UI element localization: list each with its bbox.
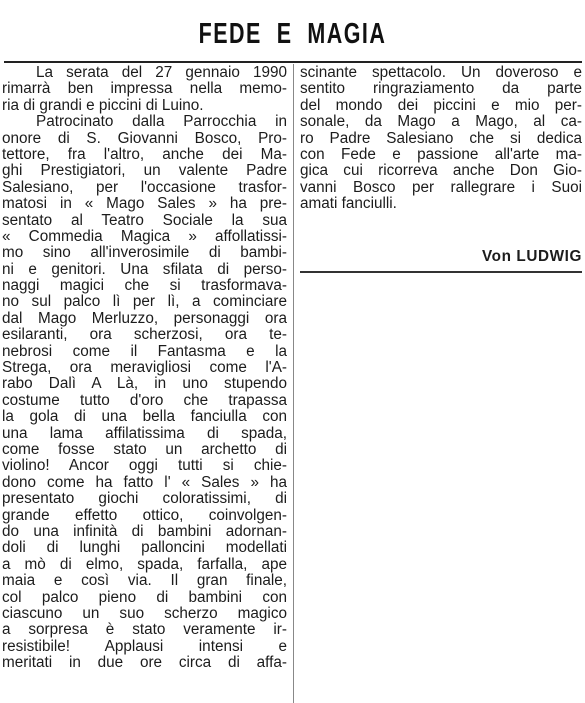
text-line: la gola di una bella fanciulla con xyxy=(2,409,287,426)
text-line: tettore, fra l'altro, anche dei Ma- xyxy=(2,146,287,163)
headline-rule xyxy=(4,61,582,63)
text-line: una lama affilatissima di spada, xyxy=(2,425,287,442)
text-line: sentito ringraziamento da parte xyxy=(300,81,582,98)
text-line: resistibile! Applausi intensi e xyxy=(2,638,287,655)
text-line: ria di grandi e piccini di Luino. xyxy=(2,97,204,114)
text-line: matosi in « Mago Sales » ha pre- xyxy=(2,196,287,213)
text-line: mo sino all'inverosimile di bambi- xyxy=(2,245,287,262)
text-line: La serata del 27 gennaio 1990 xyxy=(36,65,287,81)
text-line: ciascuno un suo scherzo magico xyxy=(2,605,287,622)
text-line: violino! Ancor oggi tutti si chie- xyxy=(2,458,287,475)
article-column-left xyxy=(2,65,291,703)
text-line: maia e così via. Il gran finale, xyxy=(2,573,287,590)
text-line: del mondo dei piccini e mio per- xyxy=(300,97,582,114)
text-line: come fosse stato un archetto di xyxy=(2,441,287,458)
text-line: a mò di elmo, spada, farfalla, ape xyxy=(2,556,287,573)
text-line: gica cui ricorreva anche Don Gio- xyxy=(300,163,582,180)
text-line: grande effetto ottico, coinvolgen- xyxy=(2,507,287,524)
column-divider xyxy=(293,64,294,703)
text-line: vanni Bosco per rallegrare i Suoi xyxy=(300,179,582,196)
text-line: Patrocinato dalla Parrocchia in xyxy=(36,114,287,131)
text-line: ro Padre Salesiano che si dedica xyxy=(300,130,582,147)
text-line: amati fanciulli. xyxy=(300,196,397,213)
text-line: Strega, ora meravigliosi come l'A- xyxy=(2,360,287,377)
text-line: do una infinità di bambini adornan- xyxy=(2,523,287,540)
text-line: presentato giochi coloratissimi, di xyxy=(2,491,287,508)
text-line: « Commedia Magica » affollatissi- xyxy=(2,228,287,245)
text-line: scinante spettacolo. Un doveroso e xyxy=(300,65,582,81)
text-line: rimarrà ben impressa nella memo- xyxy=(2,81,287,98)
text-line: ghi Prestigiatori, un valente Padre xyxy=(2,163,287,180)
article-signature: Von LUDWIG xyxy=(481,248,582,265)
text-line: dono come ha fatto l' « Sales » ha xyxy=(2,474,287,491)
text-line: naggi magici che si trasformava- xyxy=(2,278,287,295)
text-line: sentato al Teatro Sociale la sua xyxy=(2,212,287,229)
text-line: ni e genitori. Una sfilata di perso- xyxy=(2,261,287,278)
text-line: col palco pieno di bambini con xyxy=(2,589,287,606)
text-line: Salesiano, per l'occasione trasfor- xyxy=(2,179,287,196)
text-line: meritati in due ore circa di affa- xyxy=(2,655,287,672)
text-line: sonale, da Mago a Mago, al ca- xyxy=(300,114,582,131)
text-line: nebrosi come il Fantasma e la xyxy=(2,343,287,360)
text-line: costume tutto d'oro che trapassa xyxy=(2,392,287,409)
article-headline: FEDE E MAGIA xyxy=(198,18,387,50)
text-line: esilaranti, ora scherzosi, ora te- xyxy=(2,327,287,344)
end-rule xyxy=(300,271,582,273)
text-line: no sul palco lì per lì, a cominciare xyxy=(2,294,287,311)
article-column-right xyxy=(300,65,582,213)
text-line: con Fede e passione all'arte ma- xyxy=(300,146,582,163)
text-line: onore di S. Giovanni Bosco, Pro- xyxy=(2,130,287,147)
text-line: dal Mago Merluzzo, personaggi ora xyxy=(2,310,287,327)
text-line: rabo Dalì A Là, in uno stupendo xyxy=(2,376,287,393)
text-line: a sorpresa è stato veramente ir- xyxy=(2,622,287,639)
text-line: doli di lunghi palloncini modellati xyxy=(2,540,287,557)
